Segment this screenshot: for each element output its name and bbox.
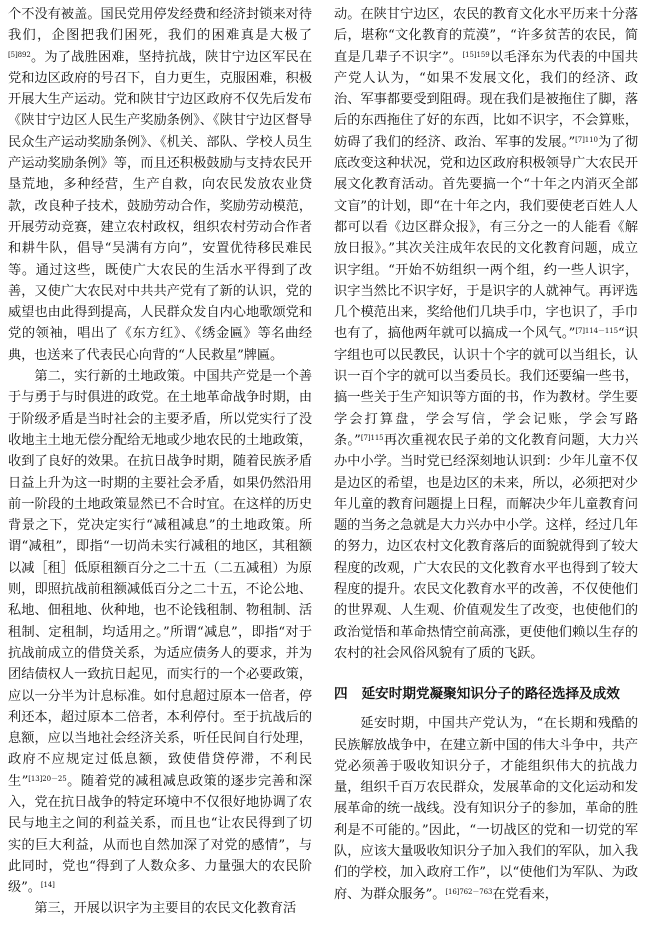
text-run: 在党看来， <box>492 886 558 902</box>
citation-mark: [15]159 <box>462 50 490 59</box>
section-heading <box>334 683 638 705</box>
citation-mark: [7]115 <box>360 433 384 442</box>
citation-mark: [7]110 <box>575 135 598 144</box>
text-run: 第三，开展以识字为主要目的农民文化教育活 <box>34 901 297 917</box>
text-run: 。随着党的减租减息政策的逐步完善和深入，党在抗日战争的特定环境中不仅很好地协调了农民与地主之间的利益关系，而且也“让农民得到了切实的巨大利益，从而也自然加深了对党的感情”，与此同时，党也“得到了人数众多、力量强大的农民阶级”。 <box>8 773 312 896</box>
text-run: 个不没有被盖。国民党用停发经费和经济封锁来对待我们，企图把我们困死，我们的困难真是大极了 <box>8 7 312 44</box>
text-run: 以毛泽东为代表的中国共产党人认为，“如果不发展文化，我们的经济、政治、军事都要受到阻碍。现在我们是被拖住了脚，落后的东西拖住了好的东西，比如不识字，不会算账，妨碍了我们的经济、政治、军事的发展。” <box>334 49 638 150</box>
paragraph-intellectuals <box>334 713 638 905</box>
paragraph-economic-blockade <box>8 4 312 366</box>
citation-mark: [14] <box>40 881 55 890</box>
citation-mark: [5]892 <box>8 50 31 59</box>
citation-mark: [7]114－115 <box>575 327 618 336</box>
citation-mark: [13]20－25 <box>28 774 67 783</box>
text-run: 再次重视农民子弟的文化教育问题，大力兴办中小学。当时党已经深刻地认识到：少年儿童不仅是边区的希望，也是边区的未来，所以，必须把对少年儿童的教育问题提上日程，而解决少年儿童教育问题的当务之急就是大力兴办中小学。这样，经过几年的努力，边区农村文化教育落后的面貌就得到了较大程度的改观，广大农民的文化教育水平也得到了较大程度的提升。农民文化教育水平的改善，不仅使他们的世界观、人生观、价值观发生了改变，也使他们的政治觉悟和革命热情空前高涨，更使他们赖以生存的农村的社会风俗风貌有了质的飞跃。 <box>334 432 639 661</box>
text-run: 延安时期，中国共产党认为，“在长期和残酷的民族解放战争中，在建立新中国的伟大斗争中，共产党必须善于吸收知识分子，才能组织伟大的抗战力量，组织千百万农民群众，发展革命的文化运动和发展革命的统一战线。没有知识分子的参加，革命的胜利是不可能的。”因此，“一切战区的党和一切党的军队，应该大量吸收知识分子加入我们的军队，加入我们的学校，加入政府工作”，以“使他们为军队、为政府、为群众服务”。 <box>334 716 638 902</box>
left-column <box>8 4 312 946</box>
section-number: 四 <box>334 686 348 703</box>
paragraph-literacy-education <box>334 4 638 664</box>
text-run: 动。在陕甘宁边区，农民的教育文化水平历来十分落后，堪称“文化教育的荒漠”，“许多贫苦的农民，简直是几辈子不识字”。 <box>334 7 638 65</box>
paragraph-literacy-start <box>8 898 312 919</box>
text-run: “识字组也可以民教民，认识十个字的就可以当组长，认识一百个字的就可以当委员长。我们还要编一些书，搞一些关于生产知识等方面的书，作为教材。学生要学会打算盘，学会写信，学会记账，学会写路条。” <box>334 326 638 448</box>
section-title: 延安时期党凝聚知识分子的路径选择及成效 <box>361 686 620 703</box>
citation-mark: [16]762－763 <box>445 887 493 896</box>
paragraph-land-policy <box>8 366 312 898</box>
text-run: 。为了战胜困难，坚持抗战，陕甘宁边区军民在党和边区政府的号召下，自力更生，克服困难，积极开展大生产运动。党和陕甘宁边区政府不仅先后发布《陕甘宁边区人民生产奖励条例》、《陕甘宁边区督导民众生产运动奖励条例》、《机关、部队、学校人员生产运动奖励条例》等，而且还积极鼓励与支持农民开垦荒地，多种经营，生产自救，向农民发放农业贷款，改良种子技术，鼓励劳动合作，奖励劳动模范，开展劳动竞赛，建立农村政权，组织农村劳动合作者和耕牛队，倡导“吴满有方向”，安置优待移民难民等。通过这些，既使广大农民的生活水平得到了改善，又使广大农民对中共共产党有了新的认识，党的威望也由此得到提高，人民群众发自内心地歌颂党和党的领袖，唱出了《东方红》、《绣金匾》等名曲经典，也送来了代表民心向背的“人民救星”牌匾。 <box>8 49 312 363</box>
text-run: 第二，实行新的土地政策。中国共产党是一个善于与勇于与时俱进的政党。在土地革命战争时期，由于阶级矛盾是当时社会的主要矛盾，所以党实行了没收地主土地无偿分配给无地或少地农民的土地政策，收到了良好的效果。在抗日战争时期，随着民族矛盾日益上升为这一时期的主要社会矛盾，如果仍然沿用前一阶段的土地政策显然已不合时宜。在这样的历史背景之下，党决定实行“减租减息”的土地政策。所谓“减租”，即指“一切尚未实行减租的地区，其租额以减［租］低原租额百分之二十五（二五减租）为原则，即照抗战前租额减低百分之二十五，不论公地、私地、佃租地、伙种地，也不论钱租制、物租制、活租制、定租制，均适用之。”所谓“减息”，即指“对于抗战前成立的借贷关系，为适应债务人的要求，并为团结债权人一致抗日起见，而实行的一个必要政策，应以一分半为计息标准。如付息超过原本一倍者，停利还本，超过原本二倍者，本利停付。至于抗战后的息额，应以当地社会经济关系，听任民间自行处理，政府不应规定过低息额，致使借贷停滞，不利民生” <box>8 369 312 789</box>
right-column <box>334 4 638 946</box>
text-run: 为了彻底改变这种状况，党和边区政府积极领导广大农民开展文化教育活动。首先要搞一个“十年之内消灭全部文盲”的计划，即“在十年之内，我们要使老百姓人人都可以看《边区群众报》，有三分之一的人能看《解放日报》。”其次关注成年农民的文化教育问题，成立识字组。“开始不妨组织一两个组，约一些人识字，识字当然比不识字好，于是识字的人就神气。再评选几个模范出来，奖给他们几块手巾，字也识了，手巾也有了，搞他两年就可以搞成一个风气。” <box>334 134 638 342</box>
